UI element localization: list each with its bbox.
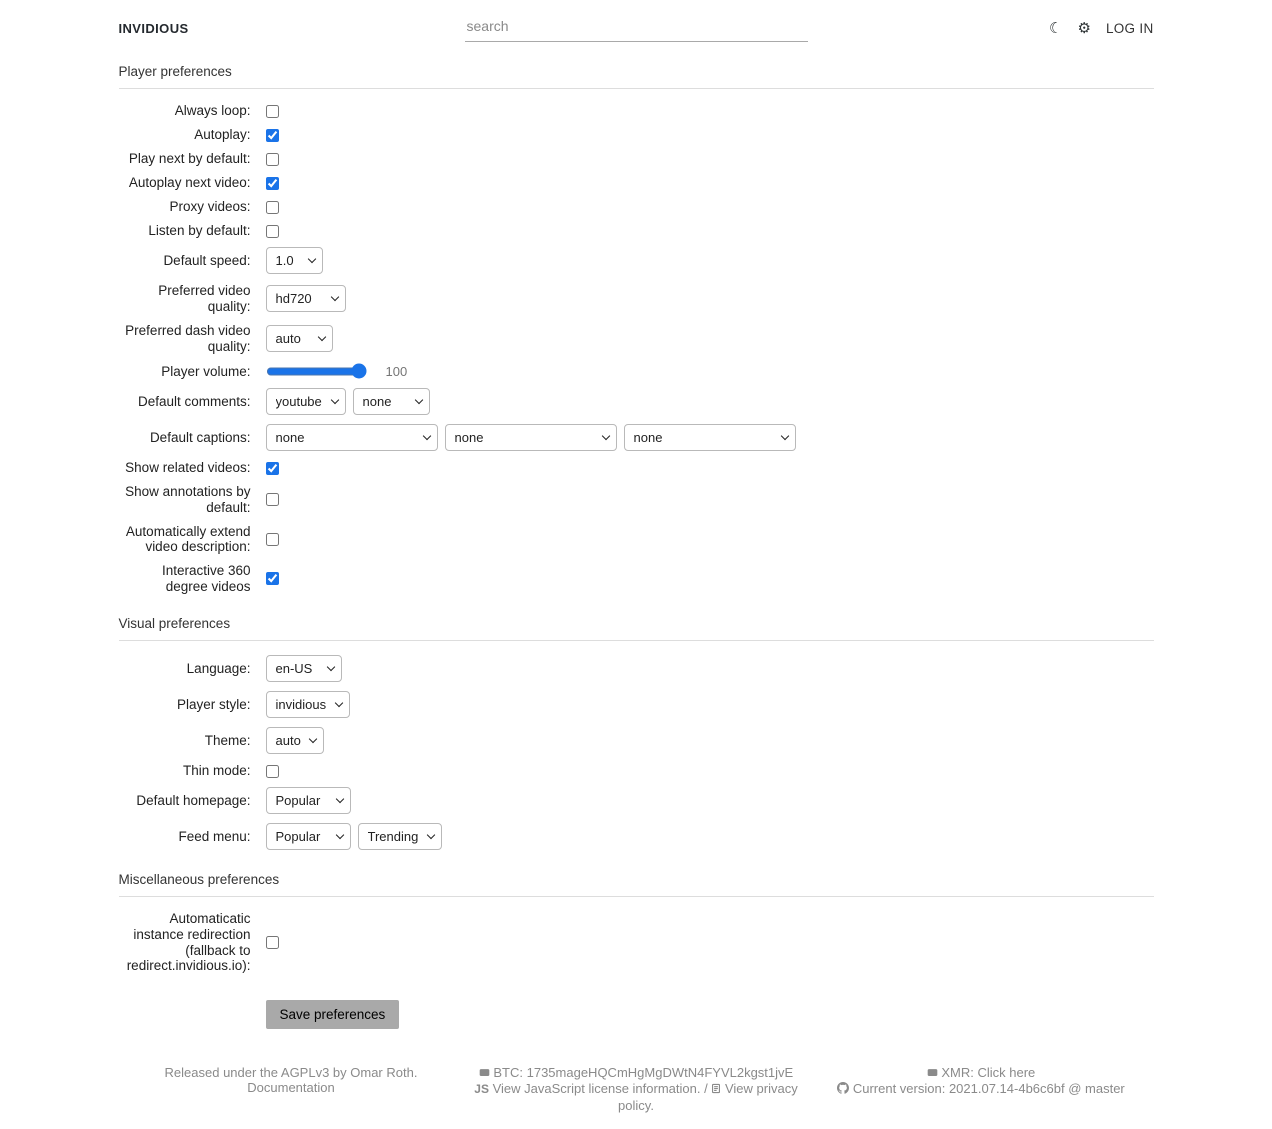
player-style-row — [119, 691, 1154, 718]
github-icon — [837, 1082, 849, 1097]
xmr-link[interactable]: XMR: Click here — [941, 1064, 1036, 1080]
autoplay-next-row — [119, 175, 1154, 191]
version-link[interactable]: 2021.07.14-4b6c6bf @ master — [948, 1081, 1125, 1097]
top-bar — [119, 0, 1154, 42]
preferred-dash-quality-label: Preferred dash video quality: — [125, 323, 251, 354]
related-videos-row — [119, 460, 1154, 476]
default-captions-label: Default captions: — [149, 429, 251, 445]
default-speed-row — [119, 247, 1154, 274]
save-preferences-button[interactable]: Save preferences — [266, 1000, 400, 1029]
player-volume-label: Player volume: — [161, 363, 251, 379]
language-label: Language: — [186, 660, 251, 676]
preferred-dash-quality-select[interactable] — [266, 325, 333, 352]
preferred-dash-quality-row — [119, 323, 1154, 354]
listen-by-default-row — [119, 223, 1154, 239]
thin-mode-checkbox[interactable] — [266, 765, 279, 778]
annotations-label: Show annotations by default: — [125, 484, 251, 515]
search-input[interactable] — [465, 15, 808, 42]
documentation-link[interactable]: Documentation — [247, 1080, 335, 1096]
footer — [119, 1065, 1154, 1129]
dark-mode-moon-icon[interactable]: ☾ — [1049, 20, 1063, 37]
js-icon: JS — [474, 1082, 489, 1097]
theme-label: Theme: — [204, 732, 251, 748]
default-homepage-select[interactable] — [266, 787, 351, 814]
section-divider — [119, 88, 1154, 89]
preferences-gear-icon[interactable]: ⚙ — [1077, 20, 1091, 37]
related-videos-checkbox[interactable] — [266, 462, 279, 475]
default-captions-row — [119, 424, 1154, 451]
default-speed-label: Default speed: — [163, 252, 251, 268]
always-loop-checkbox[interactable] — [266, 105, 279, 118]
btc-address-text: BTC: 1735mageHQCmHgMgDWtN4FYVL2kgst1jvE — [493, 1064, 794, 1080]
coin-icon — [927, 1066, 938, 1081]
player-volume-slider[interactable] — [266, 365, 367, 378]
extend-description-label: Automatically extend video description: — [125, 523, 251, 555]
autoplay-label: Autoplay: — [194, 127, 251, 143]
player-style-label: Player style: — [176, 696, 251, 712]
brand-logo[interactable]: INVIDIOUS — [118, 21, 189, 36]
extend-description-checkbox[interactable] — [266, 533, 279, 546]
feed-menu-select-2[interactable] — [358, 823, 442, 850]
footer-license-text: Released under the AGPLv3 by Omar Roth. — [164, 1064, 418, 1080]
privacy-policy-link[interactable]: View privacy policy. — [618, 1081, 798, 1113]
annotations-row — [119, 484, 1154, 515]
theme-row — [119, 727, 1154, 754]
thin-mode-row — [119, 763, 1154, 779]
player-volume-row — [119, 364, 1154, 380]
always-loop-label: Always loop: — [174, 103, 251, 119]
thin-mode-label: Thin mode: — [182, 763, 251, 779]
player-preferences-heading: Player preferences — [118, 64, 232, 79]
misc-preferences-heading: Miscellaneous preferences — [118, 872, 280, 888]
page-container — [119, 0, 1154, 1129]
default-captions-select-3[interactable] — [624, 424, 796, 451]
preferred-quality-select[interactable] — [266, 285, 346, 312]
default-comments-row — [119, 388, 1154, 415]
version-label: Current version: — [852, 1081, 946, 1097]
default-captions-select-2[interactable] — [445, 424, 617, 451]
play-next-checkbox[interactable] — [266, 153, 279, 166]
feed-menu-select-1[interactable] — [266, 823, 351, 850]
feed-menu-label: Feed menu: — [178, 828, 251, 844]
feed-menu-row — [119, 823, 1154, 850]
section-divider — [119, 640, 1154, 641]
vr-mode-label: Interactive 360 degree videos — [161, 562, 251, 594]
autoplay-next-checkbox[interactable] — [266, 177, 279, 190]
extend-description-row — [119, 524, 1154, 555]
default-homepage-row — [119, 787, 1154, 814]
vr-mode-row — [119, 563, 1154, 594]
document-icon — [711, 1082, 721, 1097]
footer-separator: / — [704, 1081, 708, 1097]
listen-by-default-label: Listen by default: — [148, 223, 251, 239]
autoplay-row — [119, 127, 1154, 143]
autoplay-next-label: Autoplay next video: — [128, 175, 251, 191]
player-style-select[interactable] — [266, 691, 350, 718]
login-link[interactable]: LOG IN — [1105, 21, 1154, 36]
footer-right — [809, 1065, 1154, 1113]
proxy-videos-checkbox[interactable] — [266, 201, 279, 214]
auto-redirect-row — [119, 911, 1154, 974]
vr-mode-checkbox[interactable] — [266, 572, 279, 585]
theme-select[interactable] — [266, 727, 324, 754]
default-captions-select-1[interactable] — [266, 424, 438, 451]
default-speed-select[interactable] — [266, 247, 323, 274]
autoplay-checkbox[interactable] — [266, 129, 279, 142]
default-comments-select-2[interactable] — [353, 388, 430, 415]
auto-redirect-label: Automaticatic instance redirection (fallback to redirect.invidious.io): — [126, 911, 251, 974]
listen-by-default-checkbox[interactable] — [266, 225, 279, 238]
visual-preferences-heading: Visual preferences — [118, 616, 231, 632]
proxy-videos-label: Proxy videos: — [169, 199, 251, 215]
language-select[interactable] — [266, 655, 342, 682]
footer-left — [119, 1065, 464, 1113]
play-next-label: Play next by default: — [128, 151, 251, 167]
search-box — [465, 15, 808, 42]
default-homepage-label: Default homepage: — [136, 792, 251, 808]
preferred-quality-label: Preferred video quality: — [158, 283, 251, 314]
play-next-row — [119, 151, 1154, 167]
default-comments-label: Default comments: — [137, 393, 251, 409]
coin-icon — [479, 1066, 490, 1081]
js-license-link[interactable]: View JavaScript license information. — [492, 1081, 701, 1097]
default-comments-select-1[interactable] — [266, 388, 346, 415]
annotations-checkbox[interactable] — [266, 493, 279, 506]
top-right-nav — [808, 21, 1154, 36]
proxy-videos-row — [119, 199, 1154, 215]
preferred-quality-row — [119, 283, 1154, 314]
language-row — [119, 655, 1154, 682]
related-videos-label: Show related videos: — [125, 460, 251, 476]
always-loop-row — [119, 103, 1154, 119]
auto-redirect-checkbox[interactable] — [266, 936, 279, 949]
player-volume-value: 100 — [385, 363, 408, 379]
section-divider — [119, 896, 1154, 897]
footer-middle — [464, 1065, 809, 1113]
